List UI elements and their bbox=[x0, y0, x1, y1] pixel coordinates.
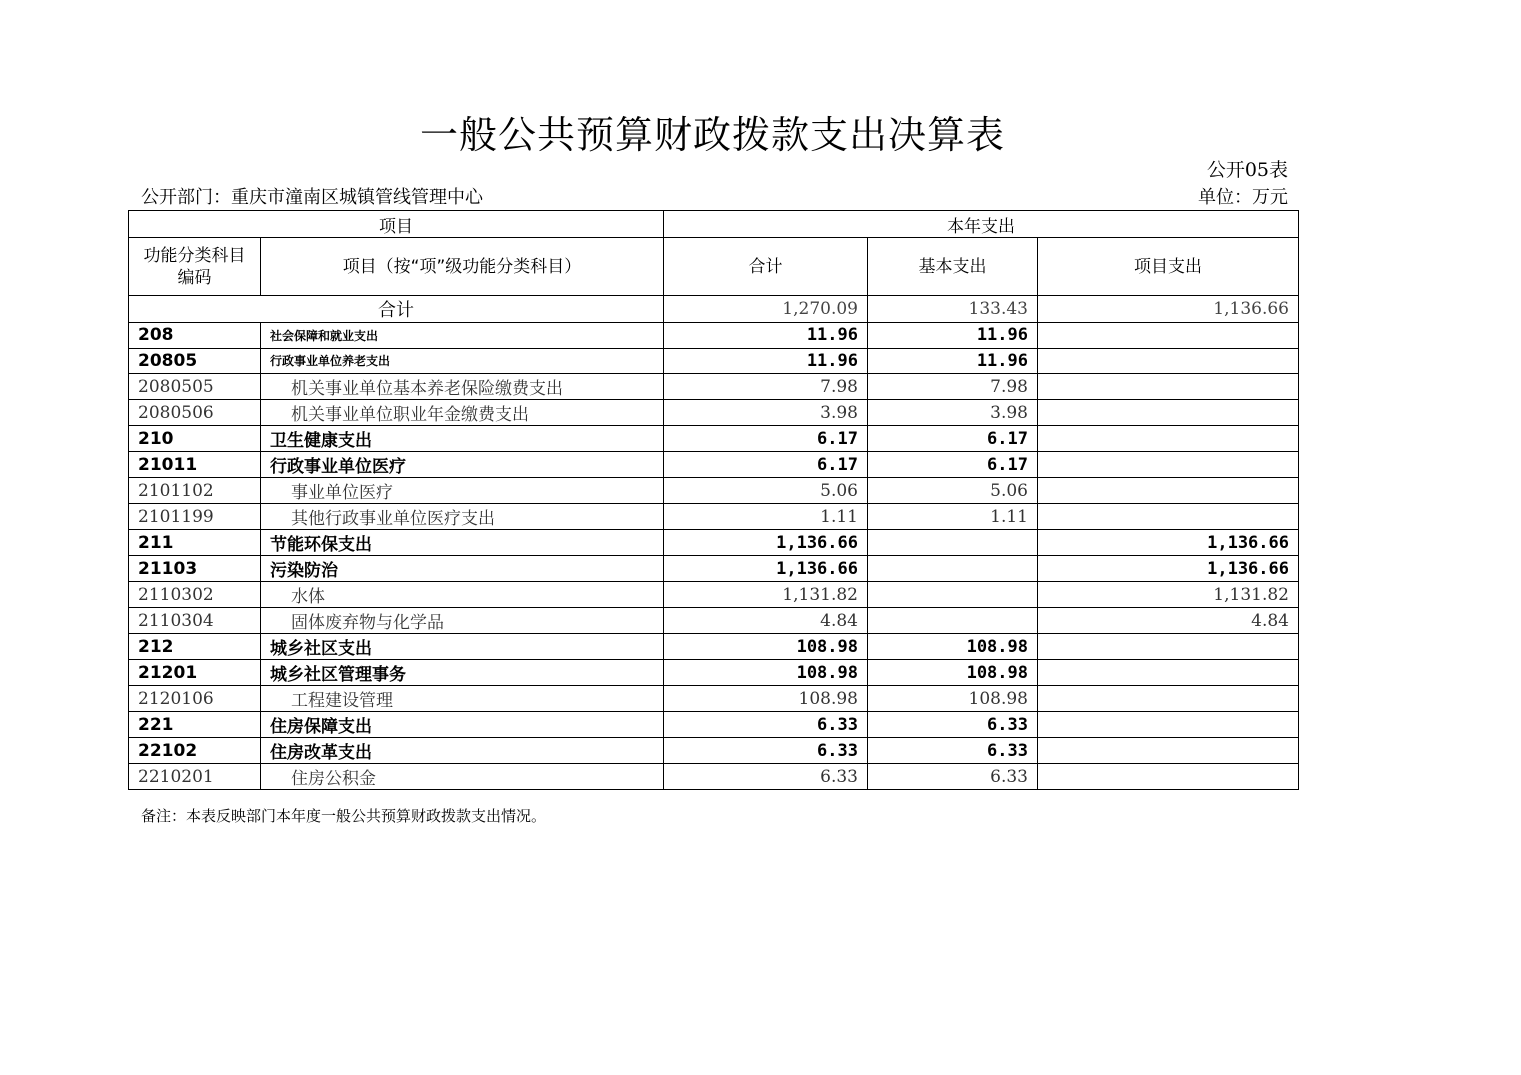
row-code: 21103 bbox=[129, 556, 261, 582]
row-project bbox=[1038, 323, 1299, 349]
row-basic bbox=[868, 530, 1038, 556]
row-basic: 5.06 bbox=[868, 478, 1038, 504]
row-name: 行政事业单位医疗 bbox=[261, 452, 664, 478]
header-name: 项目（按“项”级功能分类科目） bbox=[261, 238, 664, 296]
row-name: 行政事业单位养老支出 bbox=[261, 348, 664, 374]
table-row bbox=[129, 374, 1299, 400]
row-basic: 3.98 bbox=[868, 400, 1038, 426]
footnote: 备注：本表反映部门本年度一般公共预算财政拨款支出情况。 bbox=[141, 807, 547, 825]
row-code: 21201 bbox=[129, 660, 261, 686]
row-code: 2080506 bbox=[129, 400, 261, 426]
row-code: 2210201 bbox=[129, 764, 261, 790]
header-project: 项目 bbox=[129, 211, 664, 238]
header-row-2 bbox=[129, 238, 1299, 296]
row-name: 机关事业单位职业年金缴费支出 bbox=[261, 400, 664, 426]
row-code: 2120106 bbox=[129, 686, 261, 712]
row-project bbox=[1038, 426, 1299, 452]
row-project bbox=[1038, 374, 1299, 400]
row-basic: 6.33 bbox=[868, 712, 1038, 738]
row-total: 6.17 bbox=[664, 452, 868, 478]
row-total: 4.84 bbox=[664, 608, 868, 634]
row-total: 6.17 bbox=[664, 426, 868, 452]
row-code: 2101102 bbox=[129, 478, 261, 504]
row-total: 6.33 bbox=[664, 764, 868, 790]
table-row bbox=[129, 686, 1299, 712]
total-basic: 133.43 bbox=[868, 296, 1038, 323]
table-row bbox=[129, 738, 1299, 764]
row-code: 210 bbox=[129, 426, 261, 452]
row-code: 208 bbox=[129, 323, 261, 349]
table-row bbox=[129, 323, 1299, 349]
row-total: 6.33 bbox=[664, 738, 868, 764]
table-row bbox=[129, 556, 1299, 582]
row-basic: 11.96 bbox=[868, 348, 1038, 374]
budget-table bbox=[128, 210, 1299, 790]
row-project: 1,131.82 bbox=[1038, 582, 1299, 608]
table-row bbox=[129, 452, 1299, 478]
row-name: 污染防治 bbox=[261, 556, 664, 582]
row-name: 卫生健康支出 bbox=[261, 426, 664, 452]
row-total: 108.98 bbox=[664, 686, 868, 712]
row-name: 固体废弃物与化学品 bbox=[261, 608, 664, 634]
row-basic bbox=[868, 608, 1038, 634]
row-project bbox=[1038, 504, 1299, 530]
table-row bbox=[129, 530, 1299, 556]
row-code: 2101199 bbox=[129, 504, 261, 530]
row-name: 机关事业单位基本养老保险缴费支出 bbox=[261, 374, 664, 400]
total-row bbox=[129, 296, 1299, 323]
row-name: 社会保障和就业支出 bbox=[261, 323, 664, 349]
table-row bbox=[129, 426, 1299, 452]
row-basic: 108.98 bbox=[868, 634, 1038, 660]
row-project: 1,136.66 bbox=[1038, 556, 1299, 582]
row-total: 1,136.66 bbox=[664, 556, 868, 582]
department-label: 公开部门：重庆市潼南区城镇管线管理中心 bbox=[141, 187, 483, 208]
row-basic: 6.33 bbox=[868, 764, 1038, 790]
row-code: 2080505 bbox=[129, 374, 261, 400]
row-basic: 6.17 bbox=[868, 452, 1038, 478]
row-total: 1,136.66 bbox=[664, 530, 868, 556]
table-row bbox=[129, 400, 1299, 426]
row-code: 211 bbox=[129, 530, 261, 556]
row-code: 221 bbox=[129, 712, 261, 738]
row-name: 事业单位医疗 bbox=[261, 478, 664, 504]
row-basic bbox=[868, 556, 1038, 582]
row-name: 城乡社区管理事务 bbox=[261, 660, 664, 686]
row-basic: 108.98 bbox=[868, 660, 1038, 686]
table-row bbox=[129, 764, 1299, 790]
table-row bbox=[129, 608, 1299, 634]
row-total: 3.98 bbox=[664, 400, 868, 426]
header-current-year: 本年支出 bbox=[664, 211, 1299, 238]
row-total: 11.96 bbox=[664, 348, 868, 374]
table-row bbox=[129, 504, 1299, 530]
row-code: 20805 bbox=[129, 348, 261, 374]
row-name: 住房保障支出 bbox=[261, 712, 664, 738]
row-code: 2110304 bbox=[129, 608, 261, 634]
row-code: 2110302 bbox=[129, 582, 261, 608]
row-basic: 6.17 bbox=[868, 426, 1038, 452]
row-project bbox=[1038, 660, 1299, 686]
row-basic: 108.98 bbox=[868, 686, 1038, 712]
row-name: 水体 bbox=[261, 582, 664, 608]
row-code: 21011 bbox=[129, 452, 261, 478]
table-id: 公开05表 bbox=[1206, 159, 1288, 181]
table-row bbox=[129, 712, 1299, 738]
header-row-1 bbox=[129, 211, 1299, 238]
row-name: 住房公积金 bbox=[261, 764, 664, 790]
row-project bbox=[1038, 764, 1299, 790]
row-code: 212 bbox=[129, 634, 261, 660]
row-total: 108.98 bbox=[664, 660, 868, 686]
row-name: 工程建设管理 bbox=[261, 686, 664, 712]
table-row bbox=[129, 478, 1299, 504]
table-row bbox=[129, 582, 1299, 608]
total-label: 合计 bbox=[129, 296, 664, 323]
row-basic: 7.98 bbox=[868, 374, 1038, 400]
row-basic: 1.11 bbox=[868, 504, 1038, 530]
row-project bbox=[1038, 452, 1299, 478]
row-name: 住房改革支出 bbox=[261, 738, 664, 764]
row-total: 108.98 bbox=[664, 634, 868, 660]
row-project bbox=[1038, 634, 1299, 660]
row-code: 22102 bbox=[129, 738, 261, 764]
page-title: 一般公共预算财政拨款支出决算表 bbox=[419, 113, 1005, 157]
table-row bbox=[129, 348, 1299, 374]
row-basic bbox=[868, 582, 1038, 608]
row-project bbox=[1038, 738, 1299, 764]
row-basic: 11.96 bbox=[868, 323, 1038, 349]
row-total: 1,131.82 bbox=[664, 582, 868, 608]
row-total: 11.96 bbox=[664, 323, 868, 349]
row-name: 其他行政事业单位医疗支出 bbox=[261, 504, 664, 530]
row-project bbox=[1038, 348, 1299, 374]
total-project: 1,136.66 bbox=[1038, 296, 1299, 323]
table-row bbox=[129, 660, 1299, 686]
row-project bbox=[1038, 712, 1299, 738]
row-project bbox=[1038, 686, 1299, 712]
row-total: 5.06 bbox=[664, 478, 868, 504]
row-basic: 6.33 bbox=[868, 738, 1038, 764]
row-total: 6.33 bbox=[664, 712, 868, 738]
header-basic: 基本支出 bbox=[868, 238, 1038, 296]
header-total: 合计 bbox=[664, 238, 868, 296]
unit-label: 单位：万元 bbox=[1198, 187, 1288, 208]
row-project bbox=[1038, 400, 1299, 426]
row-name: 节能环保支出 bbox=[261, 530, 664, 556]
header-project-exp: 项目支出 bbox=[1038, 238, 1299, 296]
row-project bbox=[1038, 478, 1299, 504]
total-amount: 1,270.09 bbox=[664, 296, 868, 323]
row-project: 1,136.66 bbox=[1038, 530, 1299, 556]
header-code: 功能分类科目编码 bbox=[129, 238, 261, 296]
row-name: 城乡社区支出 bbox=[261, 634, 664, 660]
table-row bbox=[129, 634, 1299, 660]
row-total: 1.11 bbox=[664, 504, 868, 530]
row-project: 4.84 bbox=[1038, 608, 1299, 634]
row-total: 7.98 bbox=[664, 374, 868, 400]
